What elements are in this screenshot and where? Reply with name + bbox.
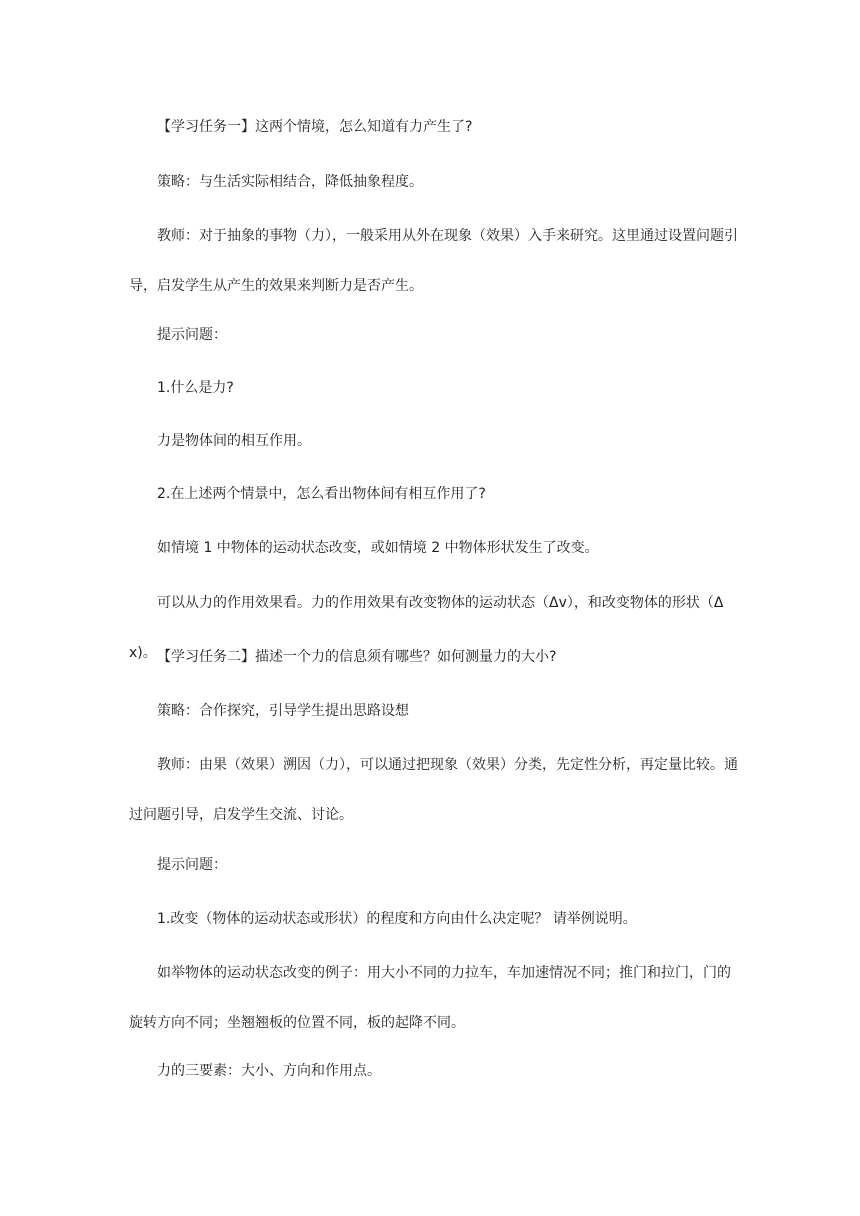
hint-label-2: 提示问题： (157, 857, 227, 873)
hint-label-1: 提示问题： (157, 327, 227, 343)
task-two-heading: 【学习任务二】描述一个力的信息须有哪些？如何测量力的大小? (157, 649, 557, 665)
task-one-heading: 【学习任务一】这两个情境，怎么知道有力产生了? (157, 119, 473, 135)
example-paragraph: 如举物体的运动状态改变的例子：用大小不同的力拉车，车加速情况不同；推门和拉门，门的旋转方向不同；坐翘翘板的位置不同，板的起降不同。 (129, 965, 731, 1031)
answer-1: 力是物体间的相互作用。 (157, 433, 311, 449)
teacher-paragraph-2: 教师：由果（效果）溯因（力），可以通过把现象（效果）分类，先定性分析，再定量比较。通过问题引导，启发学生交流、讨论。 (129, 757, 738, 823)
three-elements-paragraph: 力的三要素：大小、方向和作用点。 (157, 1063, 381, 1079)
strategy-paragraph-1: 策略：与生活实际相结合，降低抽象程度。 (157, 174, 423, 190)
question-2: 2.在上述两个情景中，怎么看出物体间有相互作用了? (157, 486, 486, 502)
question-3: 1.改变（物体的运动状态或形状）的程度和方向由什么决定呢？ 请举例说明。 (157, 911, 637, 927)
answer-2: 如情境 1 中物体的运动状态改变，或如情境 2 中物体形状发生了改变。 (157, 540, 599, 556)
question-1: 1.什么是力? (157, 380, 234, 396)
teacher-paragraph-1: 教师：对于抽象的事物（力），一般采用从外在现象（效果）入手来研究。这里通过设置问题引导，启发学生从产生的效果来判断力是否产生。 (129, 228, 738, 294)
strategy-paragraph-2: 策略：合作探究，引导学生提出思路设想 (157, 703, 409, 719)
force-effect-paragraph: 可以从力的作用效果看。力的作用效果有改变物体的运动状态（Δv），和改变物体的形状（Δx)。 (129, 595, 724, 661)
